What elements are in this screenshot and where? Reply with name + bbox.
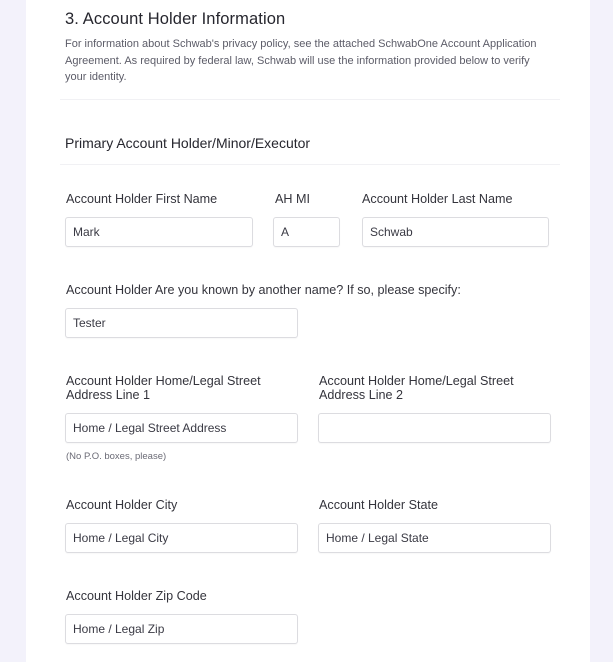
section-title: 3. Account Holder Information bbox=[65, 10, 286, 28]
address-line1-label bbox=[66, 374, 261, 402]
middle-initial-input[interactable]: A bbox=[273, 217, 340, 247]
other-name-input[interactable]: Tester bbox=[65, 308, 298, 338]
subsection-title: Primary Account Holder/Minor/Executor bbox=[65, 135, 311, 151]
state-label: Account Holder State bbox=[319, 498, 439, 512]
city-input[interactable]: Home / Legal City bbox=[65, 523, 298, 553]
zip-label: Account Holder Zip Code bbox=[66, 589, 207, 603]
divider bbox=[60, 99, 560, 100]
last-name-input[interactable]: Schwab bbox=[362, 217, 549, 247]
section-description: For information about Schwab's privacy policy, see the attached SchwabOne Account Application Agreement. As required by federal law, Schwab will use the information provided below to verify your identity. bbox=[65, 38, 537, 84]
address-line2-label bbox=[319, 374, 514, 402]
city-label: Account Holder City bbox=[66, 498, 178, 512]
address-line1-input[interactable]: Home / Legal Street Address bbox=[65, 413, 298, 443]
address-line1-label-part2: Address Line 1 bbox=[66, 388, 151, 402]
first-name-input[interactable]: Mark bbox=[65, 217, 253, 247]
state-input[interactable]: Home / Legal State bbox=[318, 523, 551, 553]
address-line2-label-part2: Address Line 2 bbox=[319, 388, 404, 402]
other-name-label: Account Holder Are you known by another name? If so, please specify: bbox=[66, 283, 461, 297]
address-line1-label-part1: Account Holder Home/Legal Street bbox=[66, 374, 261, 388]
address-line2-label-part1: Account Holder Home/Legal Street bbox=[319, 374, 514, 388]
middle-initial-label: AH MI bbox=[275, 192, 310, 206]
divider bbox=[60, 164, 560, 165]
zip-input[interactable]: Home / Legal Zip bbox=[65, 614, 298, 644]
address-line2-input[interactable] bbox=[318, 413, 551, 443]
address-line1-hint: (No P.O. boxes, please) bbox=[66, 451, 167, 462]
first-name-label: Account Holder First Name bbox=[66, 192, 218, 206]
last-name-label: Account Holder Last Name bbox=[362, 192, 513, 206]
